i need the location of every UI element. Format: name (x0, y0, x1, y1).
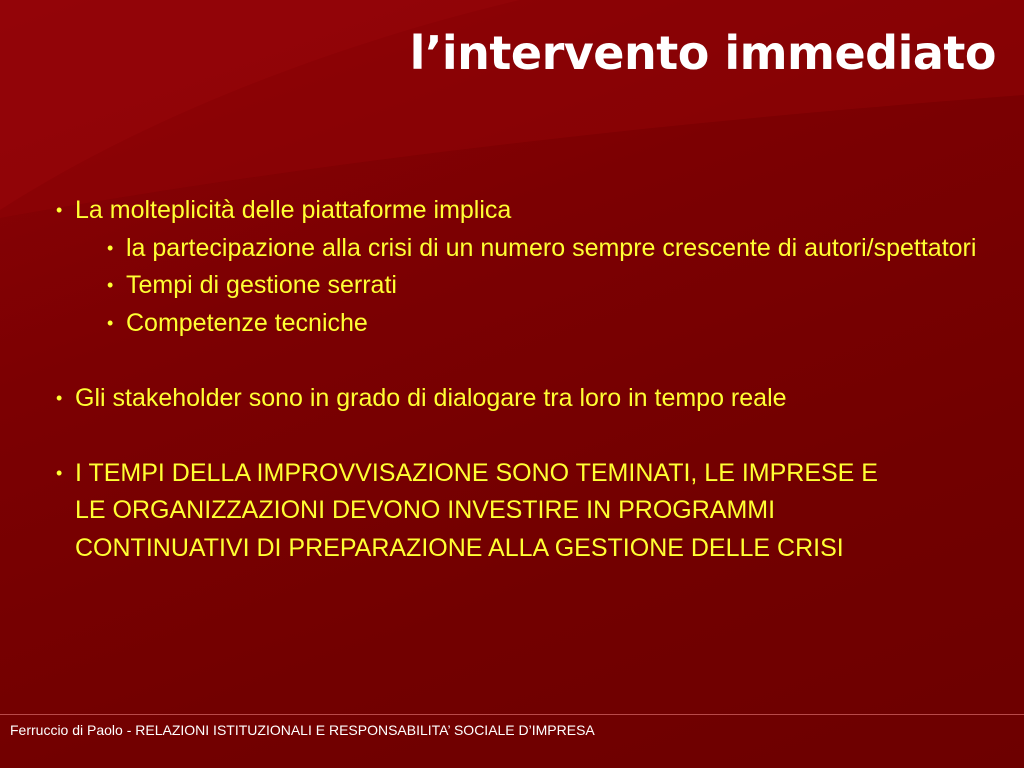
sub-bullet-text: Tempi di gestione serrati (126, 271, 397, 299)
spacer (56, 417, 986, 455)
bullet-dot: • (56, 200, 63, 220)
slide-footer: Ferruccio di Paolo - RELAZIONI ISTITUZIONALI E RESPONSABILITA’ SOCIALE D’IMPRESA (10, 722, 595, 738)
bullet-dot: • (107, 237, 114, 258)
bullet-dot: • (56, 462, 63, 483)
sub-bullet-skills (107, 305, 986, 343)
bullet-text: I TEMPI DELLA IMPROVVISAZIONE SONO TEMINATI, LE IMPRESE E LE ORGANIZZAZIONI DEVONO INVESTIRE IN PROGRAMMI CONTINUATIVI DI PREPARAZIONE ALLA GESTIONE DELLE CRISI (75, 458, 878, 562)
sub-bullet-participation (107, 230, 986, 268)
bullet-dot: • (107, 275, 114, 295)
bullet-text: Gli stakeholder sono in grado di dialogare tra loro in tempo reale (75, 383, 787, 412)
bullet-conclusion (56, 455, 905, 568)
spacer (56, 342, 986, 380)
sub-bullet-text: la partecipazione alla crisi di un numero sempre crescente di autori/spettatori (126, 233, 977, 262)
sub-bullet-text: Competenze tecniche (126, 308, 368, 337)
bullet-platforms (56, 192, 986, 230)
bullet-dot: • (107, 312, 114, 333)
sub-bullet-timing (107, 267, 986, 305)
slide-body (56, 192, 986, 567)
footer-divider (0, 714, 1024, 715)
bullet-text: La molteplicità delle piattaforme implica (75, 196, 512, 224)
bullet-dot: • (56, 387, 63, 408)
slide-title: l’intervento immediato (409, 26, 996, 80)
bullet-stakeholders (56, 380, 986, 418)
